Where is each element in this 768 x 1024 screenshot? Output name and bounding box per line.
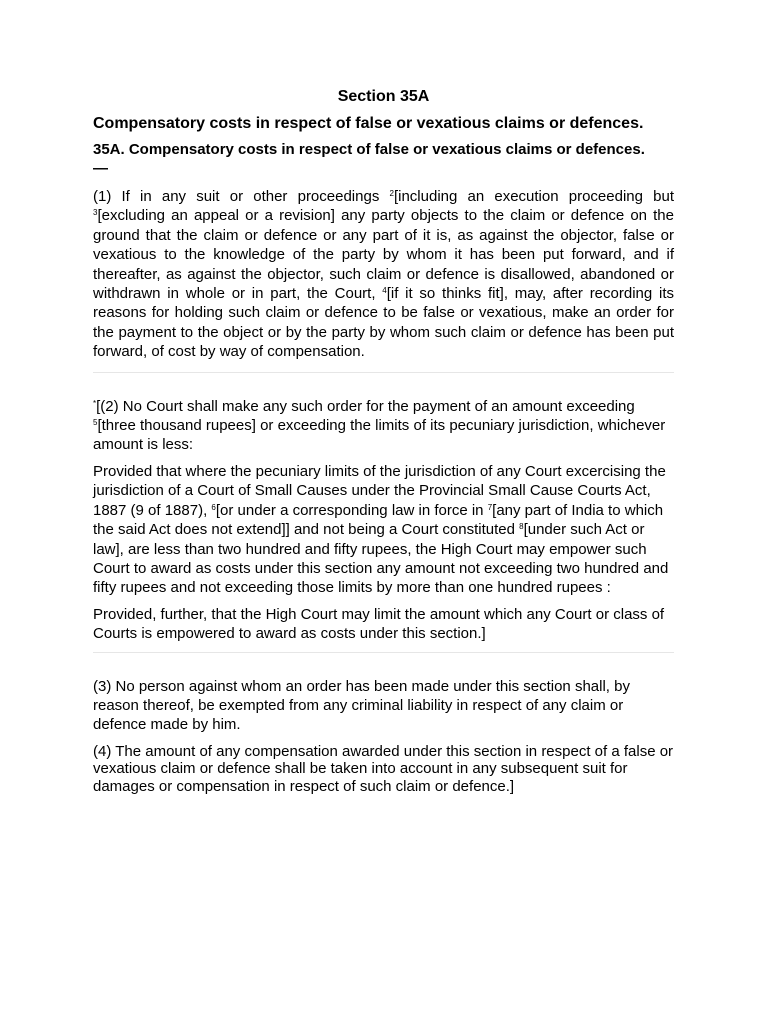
document-page bbox=[93, 86, 674, 795]
proviso-1-text-c: [any part of India to which the said Act does not extend]] and not being a Court constituted bbox=[93, 501, 664, 539]
section-subtitle bbox=[93, 140, 674, 178]
clause-2 bbox=[93, 397, 674, 455]
clause-1-text-a: (1) If in any suit or other proceedings bbox=[93, 188, 390, 205]
section-title: Compensatory costs in respect of false or vexatious claims or defences. bbox=[93, 115, 644, 132]
section-heading: Section 35A bbox=[337, 88, 430, 105]
footnote-ref-2[interactable]: 2 bbox=[389, 189, 394, 198]
divider bbox=[93, 372, 674, 373]
clause-1-text-b: [including an execution proceeding but bbox=[393, 188, 674, 205]
clause-2-text-a: [(2) No Court shall make any such order for the payment of an amount exceeding bbox=[96, 397, 635, 415]
subtitle-dash: — bbox=[93, 160, 108, 177]
clause-3: (3) No person against whom an order has been made under this section shall, by reason thereof, be exempted from any criminal liability in respect of any claim or defence made by him. bbox=[93, 677, 630, 734]
footnote-ref-star[interactable]: * bbox=[93, 398, 97, 408]
clause-4: (4) The amount of any compensation awarded under this section in respect of a false or vexatious claim or defence shall be taken into account in any subsequent suit for damages or compensation in respect of such claim or defence.] bbox=[93, 742, 674, 795]
footnote-ref-7[interactable]: 7 bbox=[487, 502, 493, 512]
proviso-1-text-d: [under such Act or law], are less than two hundred and fifty rupees, the High Court may empower such Court to award as costs under this section any amount not exceeding two hundred and fifty rupees and not exceeding those limits by more than one hundred rupees : bbox=[93, 521, 669, 597]
footnote-ref-3[interactable]: 3 bbox=[93, 208, 98, 218]
proviso-1-text-b: [or under a corresponding law in force in bbox=[215, 501, 488, 519]
proviso-1 bbox=[93, 462, 674, 598]
proviso-1-text-a: Provided that where the pecuniary limits of the jurisdiction of any Court excercising the jurisdiction of a Court of Small Causes under the Provincial Small Cause Courts Act, 1887 (9 of 1887), bbox=[93, 462, 666, 519]
clause-1 bbox=[93, 187, 674, 362]
proviso-2: Provided, further, that the High Court may limit the amount which any Court or class of Courts is empowered to award as costs under this section.] bbox=[93, 605, 665, 643]
clause-2-text-b: [three thousand rupees] or exceeding the limits of its pecuniary jurisdiction, whichever amount is less: bbox=[93, 417, 666, 454]
subtitle-text: 35A. Compensatory costs in respect of false or vexatious claims or defences. bbox=[93, 141, 645, 158]
divider bbox=[93, 652, 674, 653]
footnote-ref-6[interactable]: 6 bbox=[211, 502, 216, 512]
footnote-ref-8[interactable]: 8 bbox=[519, 522, 524, 532]
footnote-ref-4[interactable]: 4 bbox=[382, 286, 387, 296]
clause-1-text-d: [if it so thinks fit], may, after recording its reasons for holding such claim or defence to be false or vexatious, make an order for the payment to the object or by the party by whom such claim or defence has been put forward, of cost by way of compensation. bbox=[93, 285, 674, 361]
clause-1-text-c: [excluding an appeal or a revision] any party objects to the claim or defence on the ground that the claim or defence or any part of it is, as against the objector, false or vexatious to the knowledge of the party by whom it has been put forward, and if thereafter, as against the objector, such claim or defence is disallowed, abandoned or withdrawn in whole or in part, the Court, bbox=[93, 207, 674, 303]
footnote-ref-5[interactable]: 5 bbox=[93, 418, 98, 428]
